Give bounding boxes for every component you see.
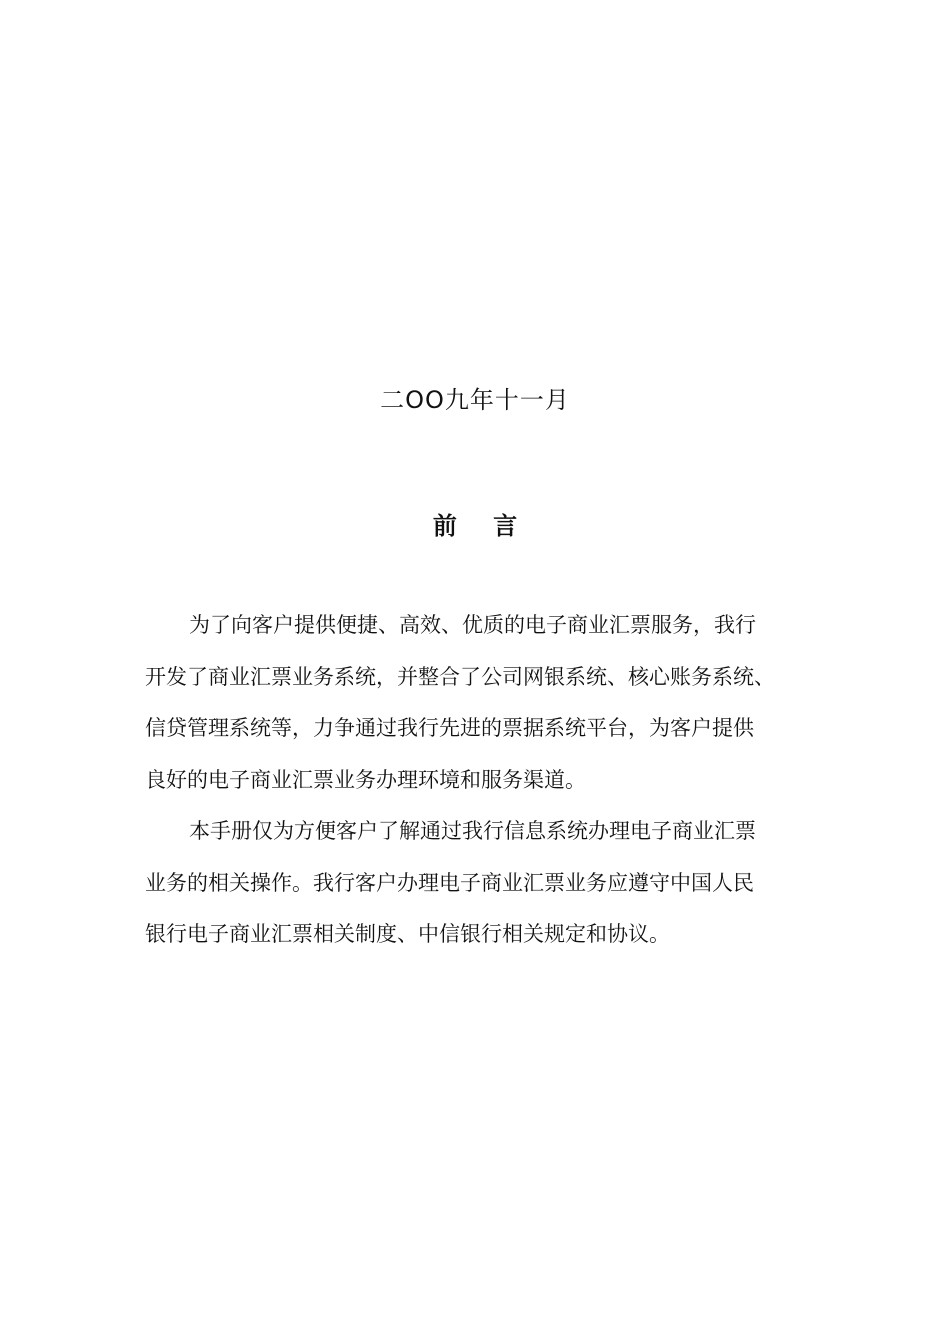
paragraph-line: 为了向客户提供便捷、高效、优质的电子商业汇票服务，我行	[189, 613, 756, 637]
paragraph-line: 信贷管理系统等，力争通过我行先进的票据系统平台，为客户提供	[145, 716, 754, 740]
document-date: 二OO九年十一月	[380, 386, 570, 414]
paragraph-1	[145, 600, 835, 806]
paragraph-line: 本手册仅为方便客户了解通过我行信息系统办理电子商业汇票	[189, 819, 756, 843]
paragraph-2	[145, 806, 835, 961]
preface-body	[145, 600, 835, 961]
paragraph-line: 银行电子商业汇票相关制度、中信银行相关规定和协议。	[145, 922, 670, 946]
paragraph-line: 业务的相关操作。我行客户办理电子商业汇票业务应遵守中国人民	[145, 870, 754, 895]
paragraph-line: 良好的电子商业汇票业务办理环境和服务渠道。	[145, 767, 586, 792]
paragraph-line: 开发了商业汇票业务系统，并整合了公司网银系统、核心账务系统、	[145, 664, 775, 689]
preface-title: 前 言	[432, 512, 532, 540]
